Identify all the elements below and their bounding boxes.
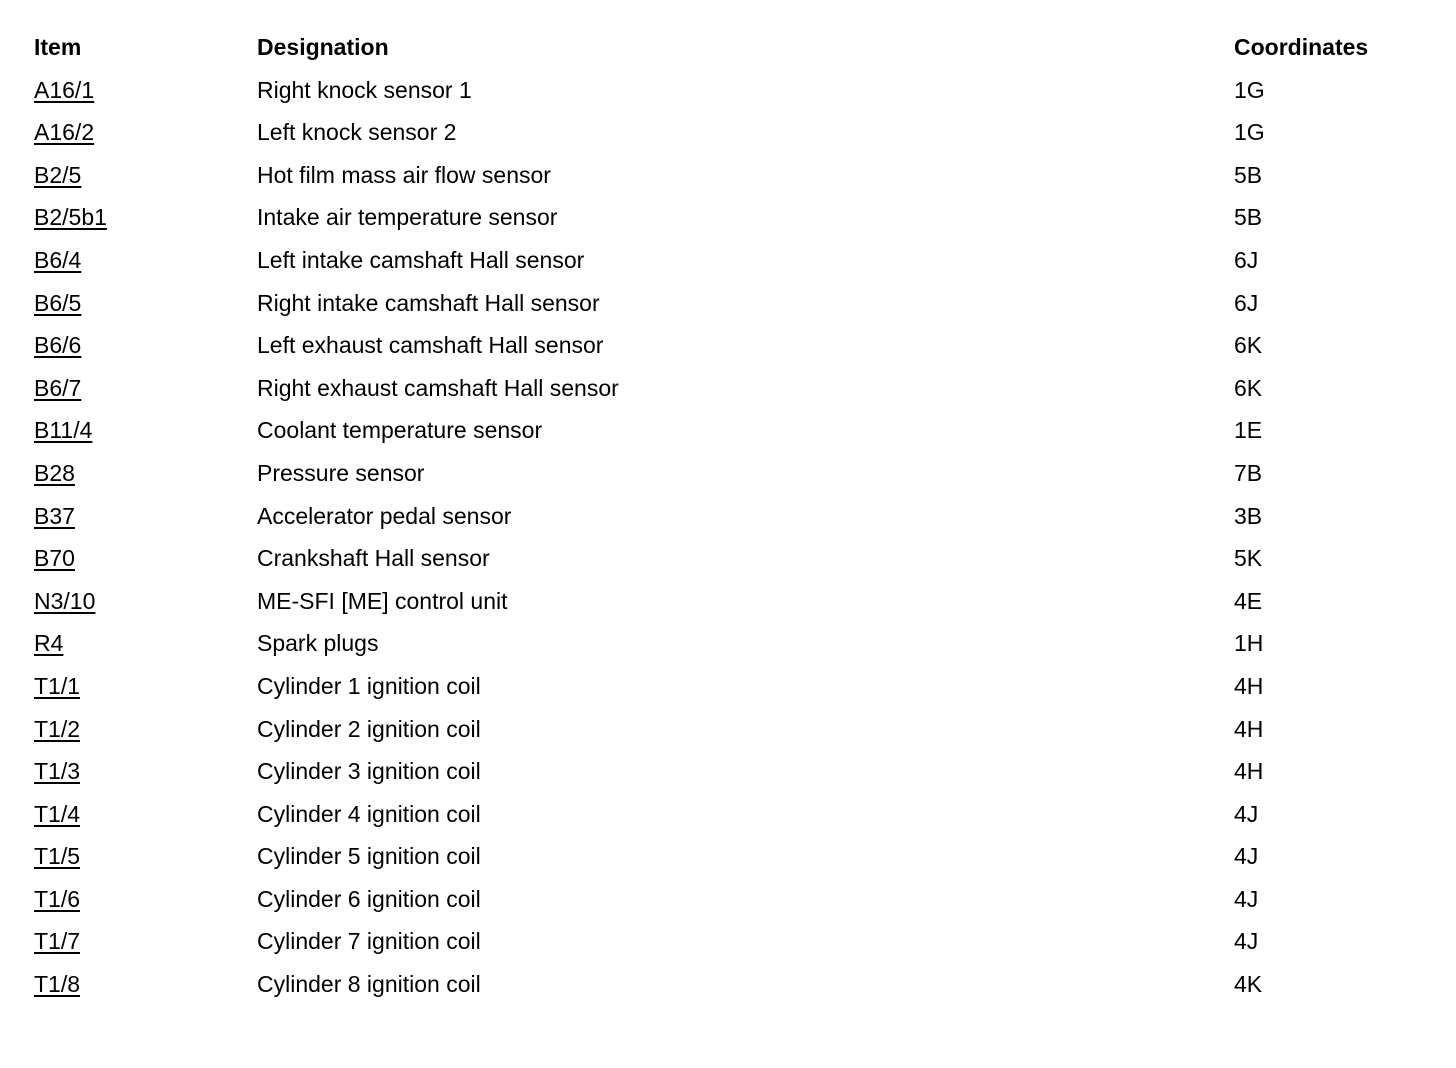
coordinates-cell: 4K xyxy=(1234,971,1263,998)
designation-cell: Right knock sensor 1 xyxy=(257,76,472,103)
item-link[interactable]: N3/10 xyxy=(34,587,96,614)
table-row xyxy=(0,154,1456,197)
table-row xyxy=(0,196,1456,239)
table-row xyxy=(0,963,1456,1006)
item-link[interactable]: T1/5 xyxy=(34,843,81,870)
item-link[interactable]: T1/7 xyxy=(34,928,81,955)
table-row xyxy=(0,920,1456,963)
item-link[interactable]: R4 xyxy=(34,630,64,657)
coordinates-cell: 4J xyxy=(1234,843,1259,870)
coordinates-cell: 6K xyxy=(1234,374,1263,401)
item-column-header: Item xyxy=(34,34,82,60)
coordinates-cell: 1G xyxy=(1234,76,1265,103)
table-body xyxy=(0,69,1456,1006)
table-row xyxy=(0,239,1456,282)
coordinates-cell: 1H xyxy=(1234,630,1264,657)
designation-cell: Cylinder 4 ignition coil xyxy=(257,800,481,827)
table-row xyxy=(0,324,1456,367)
item-link[interactable]: A16/1 xyxy=(34,76,95,103)
table-row xyxy=(0,750,1456,793)
designation-cell: Cylinder 5 ignition coil xyxy=(257,843,481,870)
designation-cell: Cylinder 7 ignition coil xyxy=(257,928,481,955)
coordinates-cell: 7B xyxy=(1234,459,1263,486)
designation-cell: Accelerator pedal sensor xyxy=(257,502,512,529)
designation-cell: Left exhaust camshaft Hall sensor xyxy=(257,332,604,359)
coordinates-cell: 5B xyxy=(1234,161,1263,188)
designation-cell: Left knock sensor 2 xyxy=(257,119,457,146)
table-row xyxy=(0,793,1456,836)
item-link[interactable]: B11/4 xyxy=(34,417,93,444)
designation-cell: Intake air temperature sensor xyxy=(257,204,558,231)
designation-cell: Spark plugs xyxy=(257,630,379,657)
item-link[interactable]: T1/4 xyxy=(34,800,81,827)
coordinates-cell: 3B xyxy=(1234,502,1263,529)
coordinates-cell: 4H xyxy=(1234,758,1264,785)
item-link[interactable]: T1/8 xyxy=(34,971,81,998)
table-row xyxy=(0,537,1456,580)
coordinates-cell: 4J xyxy=(1234,885,1259,912)
designation-cell: Cylinder 1 ignition coil xyxy=(257,672,481,699)
designation-column-header: Designation xyxy=(257,34,389,60)
table-row xyxy=(0,835,1456,878)
table-row xyxy=(0,665,1456,708)
coordinates-cell: 4E xyxy=(1234,587,1263,614)
coordinates-cell: 4J xyxy=(1234,800,1259,827)
table-row xyxy=(0,69,1456,112)
coordinates-cell: 5K xyxy=(1234,545,1263,572)
table-row xyxy=(0,495,1456,538)
designation-cell: Cylinder 3 ignition coil xyxy=(257,758,481,785)
item-link[interactable]: B6/5 xyxy=(34,289,82,316)
table-row xyxy=(0,452,1456,495)
designation-cell: Cylinder 8 ignition coil xyxy=(257,971,481,998)
coordinates-cell: 6J xyxy=(1234,289,1259,316)
designation-cell: ME-SFI [ME] control unit xyxy=(257,587,508,614)
designation-cell: Pressure sensor xyxy=(257,459,425,486)
table-row xyxy=(0,708,1456,751)
item-link[interactable]: B6/6 xyxy=(34,332,82,359)
item-link[interactable]: A16/2 xyxy=(34,119,95,146)
table-row xyxy=(0,622,1456,665)
table-row xyxy=(0,580,1456,623)
designation-cell: Right exhaust camshaft Hall sensor xyxy=(257,374,619,401)
designation-cell: Right intake camshaft Hall sensor xyxy=(257,289,600,316)
coordinates-column-header: Coordinates xyxy=(1234,34,1369,60)
item-link[interactable]: B28 xyxy=(34,459,75,486)
item-link[interactable]: T1/1 xyxy=(34,672,81,699)
item-link[interactable]: T1/6 xyxy=(34,885,81,912)
component-legend-table xyxy=(0,26,1456,1006)
item-link[interactable]: B37 xyxy=(34,502,75,529)
item-link[interactable]: B2/5 xyxy=(34,161,82,188)
item-link[interactable]: T1/2 xyxy=(34,715,81,742)
item-link[interactable]: T1/3 xyxy=(34,758,81,785)
coordinates-cell: 1E xyxy=(1234,417,1263,444)
designation-cell: Left intake camshaft Hall sensor xyxy=(257,246,585,273)
designation-cell: Cylinder 2 ignition coil xyxy=(257,715,481,742)
coordinates-cell: 4H xyxy=(1234,672,1264,699)
designation-cell: Cylinder 6 ignition coil xyxy=(257,885,481,912)
table-header-row xyxy=(0,26,1456,69)
item-link[interactable]: B2/5b1 xyxy=(34,204,107,231)
table-row xyxy=(0,111,1456,154)
designation-cell: Coolant temperature sensor xyxy=(257,417,543,444)
table-row xyxy=(0,367,1456,410)
designation-cell: Crankshaft Hall sensor xyxy=(257,545,490,572)
item-link[interactable]: B70 xyxy=(34,545,75,572)
coordinates-cell: 6J xyxy=(1234,246,1259,273)
coordinates-cell: 4H xyxy=(1234,715,1264,742)
table-row xyxy=(0,282,1456,325)
coordinates-cell: 1G xyxy=(1234,119,1265,146)
item-link[interactable]: B6/7 xyxy=(34,374,82,401)
coordinates-cell: 6K xyxy=(1234,332,1263,359)
table-row xyxy=(0,409,1456,452)
coordinates-cell: 4J xyxy=(1234,928,1259,955)
coordinates-cell: 5B xyxy=(1234,204,1263,231)
designation-cell: Hot film mass air flow sensor xyxy=(257,161,551,188)
item-link[interactable]: B6/4 xyxy=(34,246,82,273)
table-row xyxy=(0,878,1456,921)
